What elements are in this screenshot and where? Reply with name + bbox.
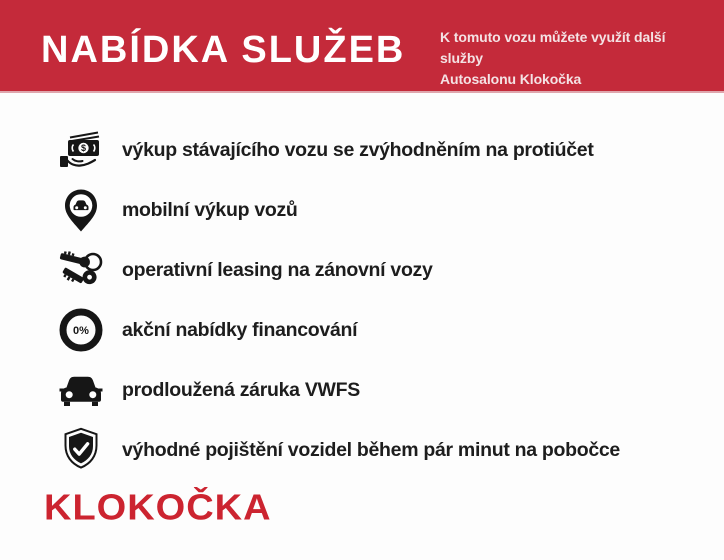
service-label: operativní leasing na zánovní vozy <box>122 258 433 281</box>
services-list <box>56 120 706 480</box>
list-item-leasing <box>56 240 706 300</box>
list-item-mobile-buyout <box>56 180 706 240</box>
header-subtitle-line1: K tomuto vozu můžete využít další služby <box>440 29 666 66</box>
cash-in-hand-icon <box>56 125 106 175</box>
page-title: NABÍDKA SLUŽEB <box>41 28 406 71</box>
service-label: mobilní výkup vozů <box>122 198 298 221</box>
dollar-glyph: $ <box>80 143 87 154</box>
list-item-financing <box>56 300 706 360</box>
header-subtitle <box>440 27 710 90</box>
service-label: akční nabídky financování <box>122 318 358 341</box>
map-pin-car-icon <box>56 185 106 235</box>
shield-check-icon <box>56 425 106 475</box>
list-item-trade-in <box>56 120 706 180</box>
car-icon <box>56 365 106 415</box>
car-keys-icon <box>56 245 106 295</box>
service-label: výkup stávajícího vozu se zvýhodněním na protiúčet <box>122 138 594 161</box>
service-label: výhodné pojištění vozidel během pár minut na pobočce <box>122 438 620 461</box>
header-subtitle-line2: Autosalonu Klokočka <box>440 71 582 87</box>
service-label: prodloužená záruka VWFS <box>122 378 360 401</box>
zero-percent-icon <box>56 305 106 355</box>
klokocka-logo: KLOKOČKA <box>44 488 272 528</box>
zero-percent-label: 0% <box>73 325 89 337</box>
list-item-warranty <box>56 360 706 420</box>
header-banner <box>0 0 724 93</box>
list-item-insurance <box>56 420 706 480</box>
